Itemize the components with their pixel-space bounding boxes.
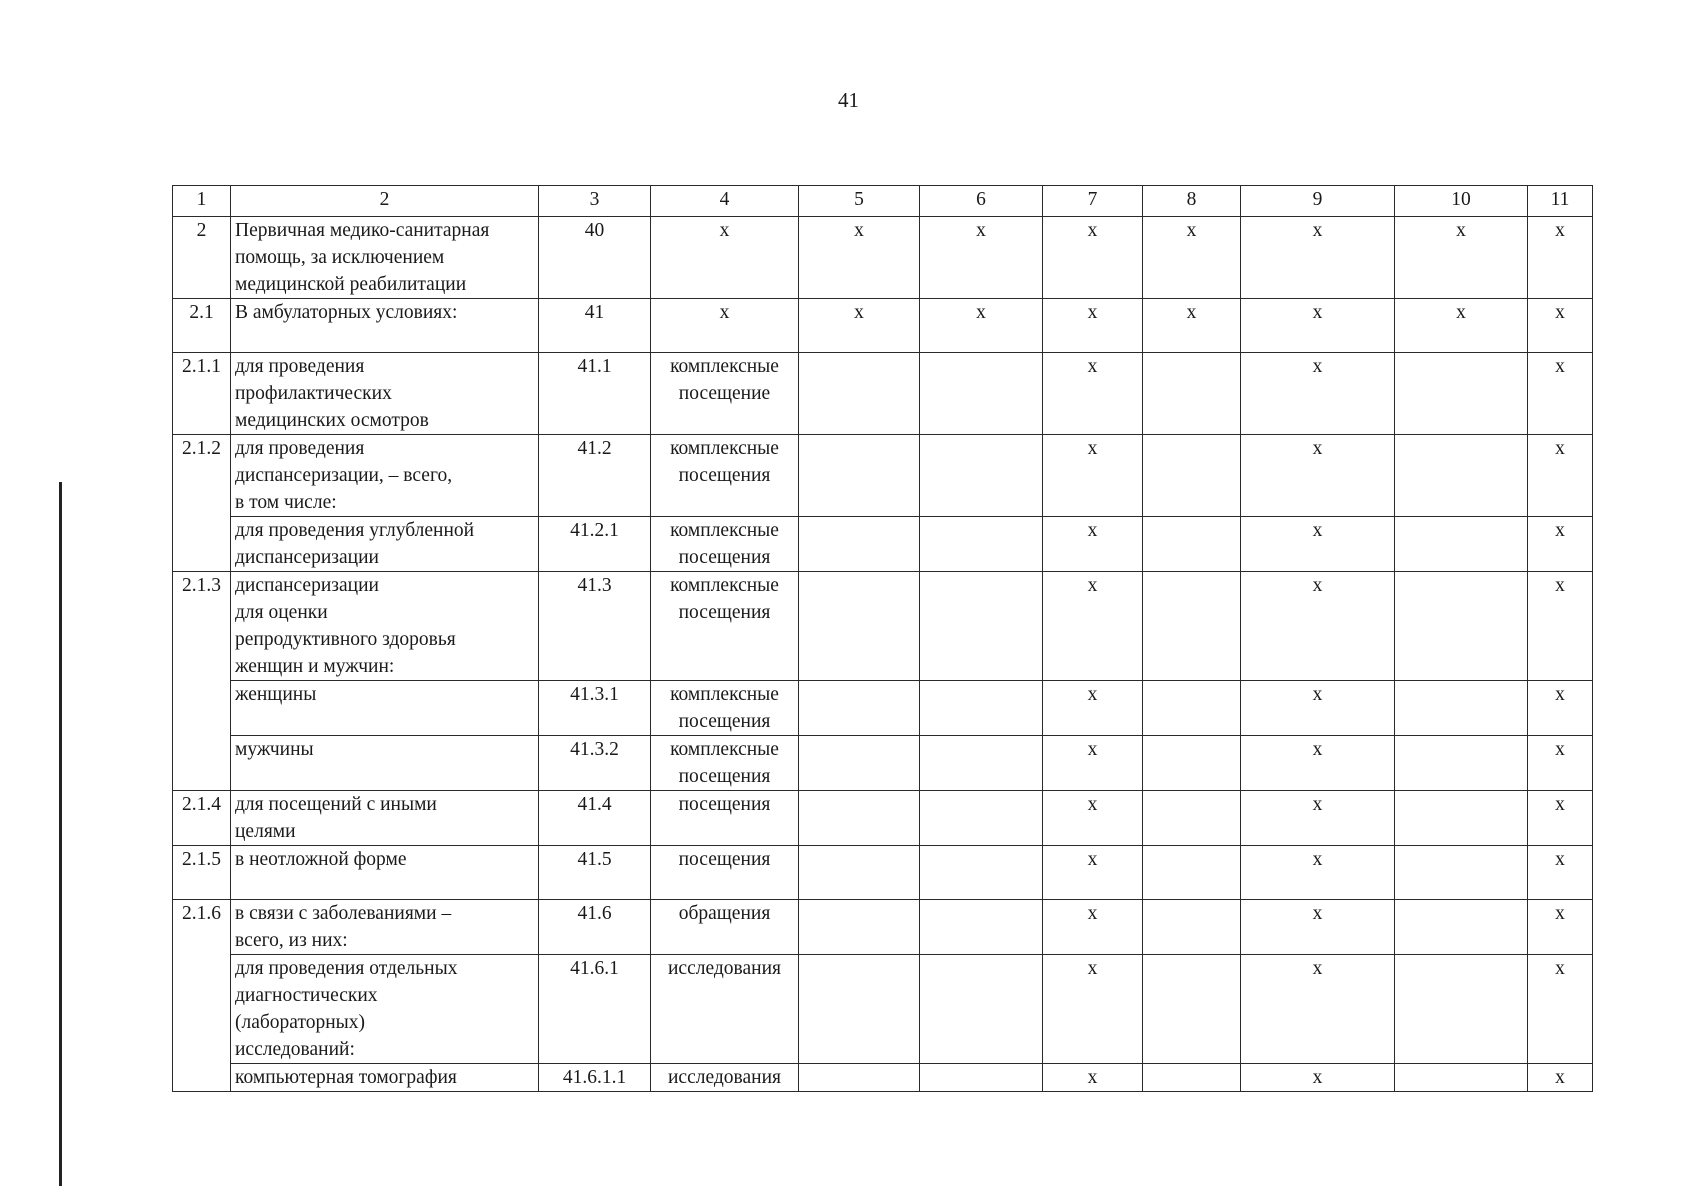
row-name-cell-line: для проведения: [235, 356, 365, 377]
row-c9-cell: x: [1241, 572, 1395, 681]
row-c7-cell: x: [1043, 736, 1143, 791]
row-unit-cell: [651, 736, 799, 791]
row-c10-cell: [1395, 900, 1528, 955]
row-number-cell: 2.1.1: [173, 353, 231, 435]
table-row: [173, 900, 1593, 955]
header-cell-9: 9: [1241, 186, 1395, 217]
table-row: [173, 353, 1593, 435]
row-c11-cell: x: [1528, 353, 1593, 435]
row-name-cell: [231, 572, 539, 681]
row-c9-cell: x: [1241, 1064, 1395, 1092]
row-c7-cell: x: [1043, 846, 1143, 900]
row-c9-cell: x: [1241, 299, 1395, 353]
row-unit-cell-line: x: [719, 220, 730, 241]
row-c6-cell: [920, 517, 1043, 572]
table-row: [173, 1064, 1593, 1092]
data-table: [172, 185, 1593, 1092]
table-row: [173, 846, 1593, 900]
row-unit-cell: [651, 1064, 799, 1092]
row-code-cell: 40: [539, 217, 651, 299]
header-cell-5: 5: [799, 186, 920, 217]
row-unit-cell-line: комплексные: [670, 575, 779, 596]
row-number-cell: 2: [173, 217, 231, 299]
row-unit-cell-line: посещения: [678, 766, 771, 787]
row-name-cell-line: В амбулаторных условиях:: [235, 302, 458, 323]
row-unit-cell: [651, 353, 799, 435]
header-cell-2: 2: [231, 186, 539, 217]
row-c8-cell: [1143, 900, 1241, 955]
row-name-cell: [231, 1064, 539, 1092]
header-row: [173, 186, 1593, 217]
row-name-cell-line: компьютерная томография: [235, 1067, 457, 1088]
row-c7-cell: x: [1043, 217, 1143, 299]
table-row: [173, 572, 1593, 681]
row-c9-cell: x: [1241, 435, 1395, 517]
row-c9-cell: x: [1241, 517, 1395, 572]
row-c8-cell: [1143, 1064, 1241, 1092]
row-c10-cell: x: [1395, 217, 1528, 299]
row-c10-cell: x: [1395, 299, 1528, 353]
header-cell-11: 11: [1528, 186, 1593, 217]
row-unit-cell-line: посещения: [678, 602, 771, 623]
row-name-cell-line: в связи с заболеваниями –: [235, 903, 452, 924]
row-c5-cell: [799, 572, 920, 681]
row-c5-cell: x: [799, 299, 920, 353]
row-c11-cell: x: [1528, 517, 1593, 572]
row-c9-cell: x: [1241, 900, 1395, 955]
row-unit-cell: [651, 217, 799, 299]
row-code-cell: 41.2: [539, 435, 651, 517]
row-unit-cell-line: обращения: [678, 903, 771, 924]
row-name-cell: [231, 955, 539, 1064]
row-c5-cell: [799, 435, 920, 517]
header-cell-6: 6: [920, 186, 1043, 217]
row-number-cell: 2.1.5: [173, 846, 231, 900]
header-cell-4: 4: [651, 186, 799, 217]
row-code-cell: 41.6: [539, 900, 651, 955]
row-c5-cell: [799, 1064, 920, 1092]
table-row: [173, 681, 1593, 736]
row-number-cell: 2.1.3: [173, 572, 231, 791]
row-name-cell-line: в том числе:: [235, 492, 337, 513]
row-c11-cell: x: [1528, 736, 1593, 791]
row-name-cell-line: помощь, за исключением: [235, 247, 445, 268]
row-unit-cell-line: комплексные: [670, 520, 779, 541]
row-c11-cell: x: [1528, 900, 1593, 955]
row-c11-cell: x: [1528, 1064, 1593, 1092]
row-unit-cell-line: x: [719, 302, 730, 323]
row-c7-cell: x: [1043, 299, 1143, 353]
row-code-cell: 41.3.2: [539, 736, 651, 791]
row-unit-cell-line: исследования: [668, 1067, 781, 1088]
row-c7-cell: x: [1043, 517, 1143, 572]
row-c7-cell: x: [1043, 955, 1143, 1064]
page-number: 41: [838, 88, 859, 112]
margin-line: [59, 482, 62, 1186]
row-name-cell: [231, 846, 539, 900]
row-c9-cell: x: [1241, 353, 1395, 435]
row-unit-cell-line: посещение: [678, 383, 771, 404]
row-c9-cell: x: [1241, 791, 1395, 846]
header-cell-7: 7: [1043, 186, 1143, 217]
row-name-cell-line: для проведения отдельных: [235, 958, 458, 979]
row-unit-cell: [651, 955, 799, 1064]
row-c10-cell: [1395, 435, 1528, 517]
row-code-cell: 41: [539, 299, 651, 353]
row-unit-cell-line: посещения: [678, 849, 771, 870]
row-c10-cell: [1395, 681, 1528, 736]
row-c9-cell: x: [1241, 736, 1395, 791]
row-name-cell-line: для оценки: [235, 602, 328, 623]
row-c8-cell: [1143, 736, 1241, 791]
row-c5-cell: [799, 681, 920, 736]
row-unit-cell-line: комплексные: [670, 684, 779, 705]
row-code-cell: 41.3.1: [539, 681, 651, 736]
row-unit-cell-line: комплексные: [670, 356, 779, 377]
row-c6-cell: [920, 900, 1043, 955]
header-cell-8: 8: [1143, 186, 1241, 217]
row-name-cell: [231, 900, 539, 955]
row-number-cell: 2.1.4: [173, 791, 231, 846]
row-c8-cell: [1143, 791, 1241, 846]
row-code-cell: 41.5: [539, 846, 651, 900]
row-name-cell: [231, 736, 539, 791]
row-name-cell-line: всего, из них:: [235, 930, 348, 951]
row-c8-cell: [1143, 517, 1241, 572]
row-name-cell-line: диагностических: [235, 985, 378, 1006]
row-name-cell-line: исследований:: [235, 1039, 355, 1060]
table-body: [173, 186, 1593, 1092]
row-name-cell: [231, 791, 539, 846]
row-c6-cell: [920, 736, 1043, 791]
row-name-cell-line: репродуктивного здоровья: [235, 629, 456, 650]
row-c7-cell: x: [1043, 572, 1143, 681]
row-unit-cell: [651, 846, 799, 900]
row-c7-cell: x: [1043, 1064, 1143, 1092]
row-name-cell: [231, 217, 539, 299]
row-name-cell-line: для проведения углубленной: [235, 520, 475, 541]
row-c8-cell: [1143, 572, 1241, 681]
row-c6-cell: [920, 791, 1043, 846]
table-row: [173, 955, 1593, 1064]
row-unit-cell: [651, 435, 799, 517]
row-c8-cell: x: [1143, 299, 1241, 353]
row-c8-cell: [1143, 435, 1241, 517]
row-unit-cell-line: исследования: [668, 958, 781, 979]
row-c5-cell: [799, 846, 920, 900]
row-code-cell: 41.4: [539, 791, 651, 846]
row-c8-cell: [1143, 846, 1241, 900]
row-c5-cell: [799, 517, 920, 572]
row-code-cell: 41.1: [539, 353, 651, 435]
row-c6-cell: x: [920, 217, 1043, 299]
row-c10-cell: [1395, 572, 1528, 681]
row-c6-cell: [920, 955, 1043, 1064]
row-c6-cell: [920, 572, 1043, 681]
row-c7-cell: x: [1043, 435, 1143, 517]
row-c6-cell: [920, 681, 1043, 736]
row-name-cell-line: (лабораторных): [235, 1012, 365, 1033]
row-name-cell-line: профилактических: [235, 383, 392, 404]
row-c7-cell: x: [1043, 900, 1143, 955]
row-code-cell: 41.3: [539, 572, 651, 681]
row-c7-cell: x: [1043, 791, 1143, 846]
row-c5-cell: [799, 791, 920, 846]
row-c6-cell: [920, 435, 1043, 517]
row-c11-cell: x: [1528, 791, 1593, 846]
row-c9-cell: x: [1241, 955, 1395, 1064]
row-name-cell-line: в неотложной форме: [235, 849, 407, 870]
row-name-cell: [231, 517, 539, 572]
row-unit-cell: [651, 299, 799, 353]
row-unit-cell-line: комплексные: [670, 739, 779, 760]
table-row: [173, 791, 1593, 846]
row-name-cell-line: для посещений с иными: [235, 794, 437, 815]
row-c11-cell: x: [1528, 572, 1593, 681]
row-c10-cell: [1395, 791, 1528, 846]
row-c8-cell: [1143, 681, 1241, 736]
row-c8-cell: [1143, 353, 1241, 435]
header-cell-10: 10: [1395, 186, 1528, 217]
row-name-cell-line: женщин и мужчин:: [235, 656, 395, 677]
row-c5-cell: [799, 955, 920, 1064]
row-code-cell: 41.2.1: [539, 517, 651, 572]
row-c5-cell: x: [799, 217, 920, 299]
row-c10-cell: [1395, 955, 1528, 1064]
table-row: [173, 736, 1593, 791]
table-row: [173, 299, 1593, 353]
row-c9-cell: x: [1241, 681, 1395, 736]
row-unit-cell-line: комплексные: [670, 438, 779, 459]
table-row: [173, 435, 1593, 517]
row-name-cell-line: медицинской реабилитации: [235, 274, 467, 295]
row-name-cell-line: диспансеризации, – всего,: [235, 465, 453, 486]
row-c11-cell: x: [1528, 681, 1593, 736]
row-name-cell: [231, 353, 539, 435]
row-c8-cell: [1143, 955, 1241, 1064]
row-unit-cell: [651, 900, 799, 955]
table-row: [173, 517, 1593, 572]
row-c10-cell: [1395, 736, 1528, 791]
row-c11-cell: x: [1528, 955, 1593, 1064]
row-unit-cell: [651, 681, 799, 736]
row-name-cell-line: диспансеризации: [235, 575, 379, 596]
row-c11-cell: x: [1528, 299, 1593, 353]
row-unit-cell: [651, 791, 799, 846]
row-name-cell-line: диспансеризации: [235, 547, 379, 568]
row-name-cell: [231, 681, 539, 736]
table-row: [173, 217, 1593, 299]
row-number-cell: 2.1.6: [173, 900, 231, 1092]
row-c6-cell: [920, 846, 1043, 900]
row-c7-cell: x: [1043, 353, 1143, 435]
row-c10-cell: [1395, 846, 1528, 900]
row-unit-cell-line: посещения: [678, 465, 771, 486]
row-c5-cell: [799, 353, 920, 435]
row-c11-cell: x: [1528, 435, 1593, 517]
row-c6-cell: x: [920, 299, 1043, 353]
row-c9-cell: x: [1241, 846, 1395, 900]
row-number-cell: 2.1: [173, 299, 231, 353]
row-unit-cell-line: посещения: [678, 794, 771, 815]
row-c5-cell: [799, 736, 920, 791]
row-c10-cell: [1395, 1064, 1528, 1092]
row-name-cell-line: медицинских осмотров: [235, 410, 429, 431]
row-code-cell: 41.6.1.1: [539, 1064, 651, 1092]
row-unit-cell: [651, 572, 799, 681]
row-c6-cell: [920, 1064, 1043, 1092]
row-number-cell: 2.1.2: [173, 435, 231, 572]
row-c5-cell: [799, 900, 920, 955]
row-c10-cell: [1395, 353, 1528, 435]
row-c10-cell: [1395, 517, 1528, 572]
row-name-cell-line: для проведения: [235, 438, 365, 459]
row-code-cell: 41.6.1: [539, 955, 651, 1064]
row-name-cell: [231, 299, 539, 353]
row-c8-cell: x: [1143, 217, 1241, 299]
row-name-cell-line: женщины: [235, 684, 317, 705]
row-unit-cell-line: посещения: [678, 711, 771, 732]
header-cell-3: 3: [539, 186, 651, 217]
row-c11-cell: x: [1528, 217, 1593, 299]
row-name-cell-line: Первичная медико-санитарная: [235, 220, 490, 241]
row-c11-cell: x: [1528, 846, 1593, 900]
row-name-cell: [231, 435, 539, 517]
row-c9-cell: x: [1241, 217, 1395, 299]
row-c7-cell: x: [1043, 681, 1143, 736]
header-cell-1: 1: [173, 186, 231, 217]
row-unit-cell: [651, 517, 799, 572]
row-unit-cell-line: посещения: [678, 547, 771, 568]
row-name-cell-line: мужчины: [235, 739, 314, 760]
row-name-cell-line: целями: [235, 821, 296, 842]
row-c6-cell: [920, 353, 1043, 435]
